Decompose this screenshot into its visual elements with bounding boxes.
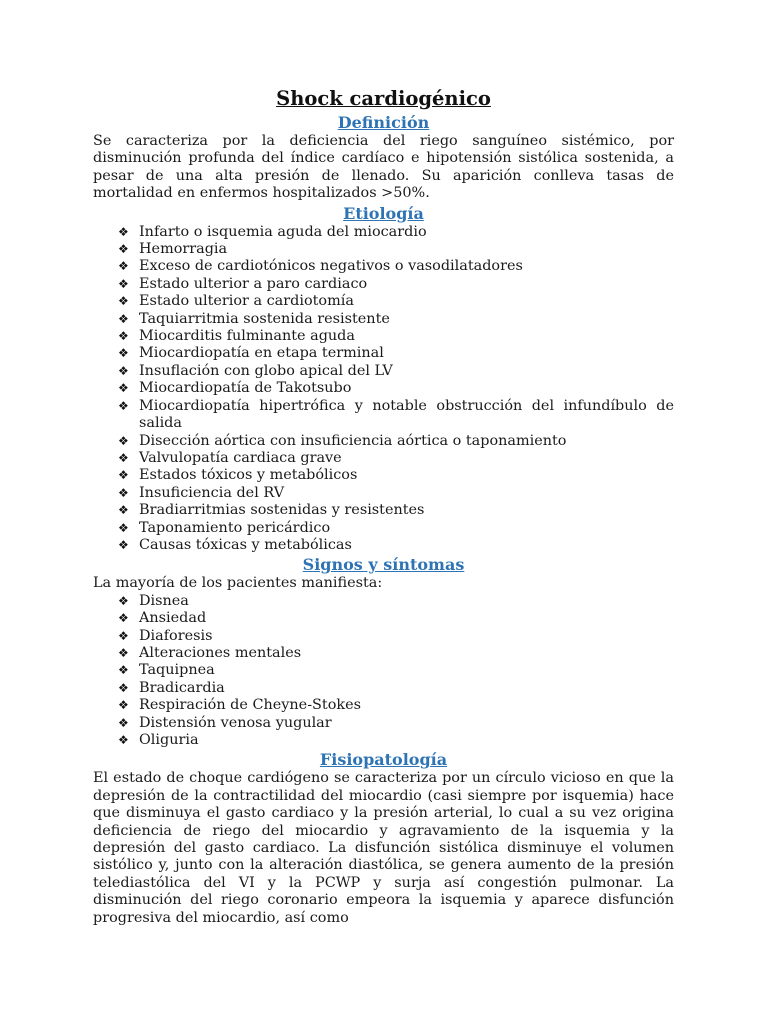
diamond-bullet-icon: ❖ <box>118 698 129 713</box>
diamond-bullet-icon: ❖ <box>118 346 129 361</box>
list-item <box>118 363 674 380</box>
list-item <box>118 345 674 362</box>
list-item-text: Disección aórtica con insuficiencia aórtica o taponamiento <box>139 432 567 449</box>
list-item-text: Insuficiencia del RV <box>139 484 285 501</box>
diamond-bullet-icon: ❖ <box>118 294 129 309</box>
list-item <box>118 450 674 467</box>
list-item-text: Ansiedad <box>139 610 207 627</box>
heading-fisiopatologia: Fisiopatología <box>319 750 448 770</box>
diamond-bullet-icon: ❖ <box>118 242 129 257</box>
list-item <box>118 485 674 502</box>
diamond-bullet-icon: ❖ <box>118 329 129 344</box>
list-item <box>118 380 674 397</box>
diamond-bullet-icon: ❖ <box>118 311 129 326</box>
list-item-text: Exceso de cardiotónicos negativos o vasodilatadores <box>139 258 523 275</box>
list-item <box>118 241 674 258</box>
list-item <box>118 398 674 433</box>
diamond-bullet-icon: ❖ <box>118 485 129 500</box>
diamond-bullet-icon: ❖ <box>118 611 129 626</box>
heading-etiologia: Etiología <box>343 203 424 223</box>
list-item-text: Respiración de Cheyne-Stokes <box>139 697 361 714</box>
list-item-text: Infarto o isquemia aguda del miocardio <box>139 223 427 240</box>
list-item-text: Diaforesis <box>139 627 213 644</box>
diamond-bullet-icon: ❖ <box>118 398 129 413</box>
list-item-text: Estados tóxicos y metabólicos <box>139 467 358 484</box>
diamond-bullet-icon: ❖ <box>118 381 129 396</box>
list-item <box>118 662 674 679</box>
list-item <box>118 258 674 275</box>
list-item <box>118 502 674 519</box>
etiologia-list <box>93 224 674 555</box>
diamond-bullet-icon: ❖ <box>118 503 129 518</box>
list-item-text: Taponamiento pericárdico <box>139 519 331 536</box>
diamond-bullet-icon: ❖ <box>118 715 129 730</box>
list-item-text: Oliguria <box>139 732 199 748</box>
diamond-bullet-icon: ❖ <box>118 628 129 643</box>
diamond-bullet-icon: ❖ <box>118 537 129 552</box>
list-item <box>118 537 674 554</box>
diamond-bullet-icon: ❖ <box>118 520 129 535</box>
diamond-bullet-icon: ❖ <box>118 363 129 378</box>
list-item <box>118 433 674 450</box>
diamond-bullet-icon: ❖ <box>118 468 129 483</box>
list-item-text: Miocarditis fulminante aguda <box>139 328 355 345</box>
diamond-bullet-icon: ❖ <box>118 680 129 695</box>
list-item <box>118 276 674 293</box>
list-item <box>118 311 674 328</box>
list-item-text: Estado ulterior a paro cardiaco <box>139 275 368 292</box>
list-item-text: Hemorragia <box>139 241 228 258</box>
diamond-bullet-icon: ❖ <box>118 259 129 274</box>
list-item <box>118 224 674 241</box>
list-item <box>118 467 674 484</box>
list-item-text: Taquiarritmia sostenida resistente <box>139 310 390 327</box>
list-item <box>118 697 674 714</box>
list-item-text: Causas tóxicas y metabólicas <box>139 536 352 553</box>
list-item <box>118 520 674 537</box>
diamond-bullet-icon: ❖ <box>118 663 129 678</box>
list-item-text: Insuflación con globo apical del LV <box>139 362 393 379</box>
diamond-bullet-icon: ❖ <box>118 224 129 239</box>
list-item-text: Disnea <box>139 592 189 609</box>
list-item <box>118 328 674 345</box>
list-item <box>118 732 674 749</box>
list-item-text: Miocardiopatía en etapa terminal <box>139 345 384 362</box>
list-item <box>118 610 674 627</box>
list-item <box>118 293 674 310</box>
list-item-text: Bradiarritmias sostenidas y resistentes <box>139 502 425 519</box>
fisiopatologia-paragraph: El estado de choque cardiógeno se caracteriza por un círculo vicioso en que la depresión de la contractilidad del miocardio (casi siempre por isquemia) hace que disminuya el gasto cardiaco y la presión arterial, lo cual a su vez origina deficiencia de riego del miocardio y agravamiento de la isquemia y la depresión del gasto cardiaco. La disfunción sistólica disminuye el volumen sistólico y, junto con la alteración diastólica, se genera aumento de la presión telediastólica del VI y la PCWP y surja así congestión pulmonar. La disminución del riego coronario empeora la isquemia y aparece disfunción progresiva del miocardio, así como <box>93 770 674 926</box>
diamond-bullet-icon: ❖ <box>118 593 129 608</box>
diamond-bullet-icon: ❖ <box>118 433 129 448</box>
diamond-bullet-icon: ❖ <box>118 276 129 291</box>
list-item-text: Bradicardia <box>139 679 225 696</box>
document-title: Shock cardiogénico <box>276 87 491 110</box>
list-item-text: Distensión venosa yugular <box>139 714 332 731</box>
list-item <box>118 593 674 610</box>
list-item <box>118 645 674 662</box>
definicion-paragraph: Se caracteriza por la deficiencia del riego sanguíneo sistémico, por disminución profunda del índice cardíaco e hipotensión sistólica sostenida, a pesar de una alta presión de llenado. Su aparición conlleva tasas de mortalidad en enfermos hospitalizados >50%. <box>93 133 674 202</box>
diamond-bullet-icon: ❖ <box>118 450 129 465</box>
list-item <box>118 715 674 732</box>
list-item-text: Estado ulterior a cardiotomía <box>139 293 354 310</box>
list-item-text: Alteraciones mentales <box>139 644 302 661</box>
signos-intro: La mayoría de los pacientes manifiesta: <box>93 575 383 592</box>
list-item-text: Taquipnea <box>139 662 215 679</box>
signos-list <box>93 593 674 750</box>
list-item-text: Valvulopatía cardiaca grave <box>139 449 342 466</box>
list-item <box>118 680 674 697</box>
list-item <box>118 628 674 645</box>
list-item-text: Miocardiopatía de Takotsubo <box>139 380 352 397</box>
heading-definicion: Definición <box>337 113 430 132</box>
diamond-bullet-icon: ❖ <box>118 645 129 660</box>
diamond-bullet-icon: ❖ <box>118 733 129 747</box>
list-item-text: Miocardiopatía hipertrófica y notable obstrucción del infundíbulo de salida <box>139 397 674 432</box>
heading-signos: Signos y síntomas <box>302 555 465 575</box>
